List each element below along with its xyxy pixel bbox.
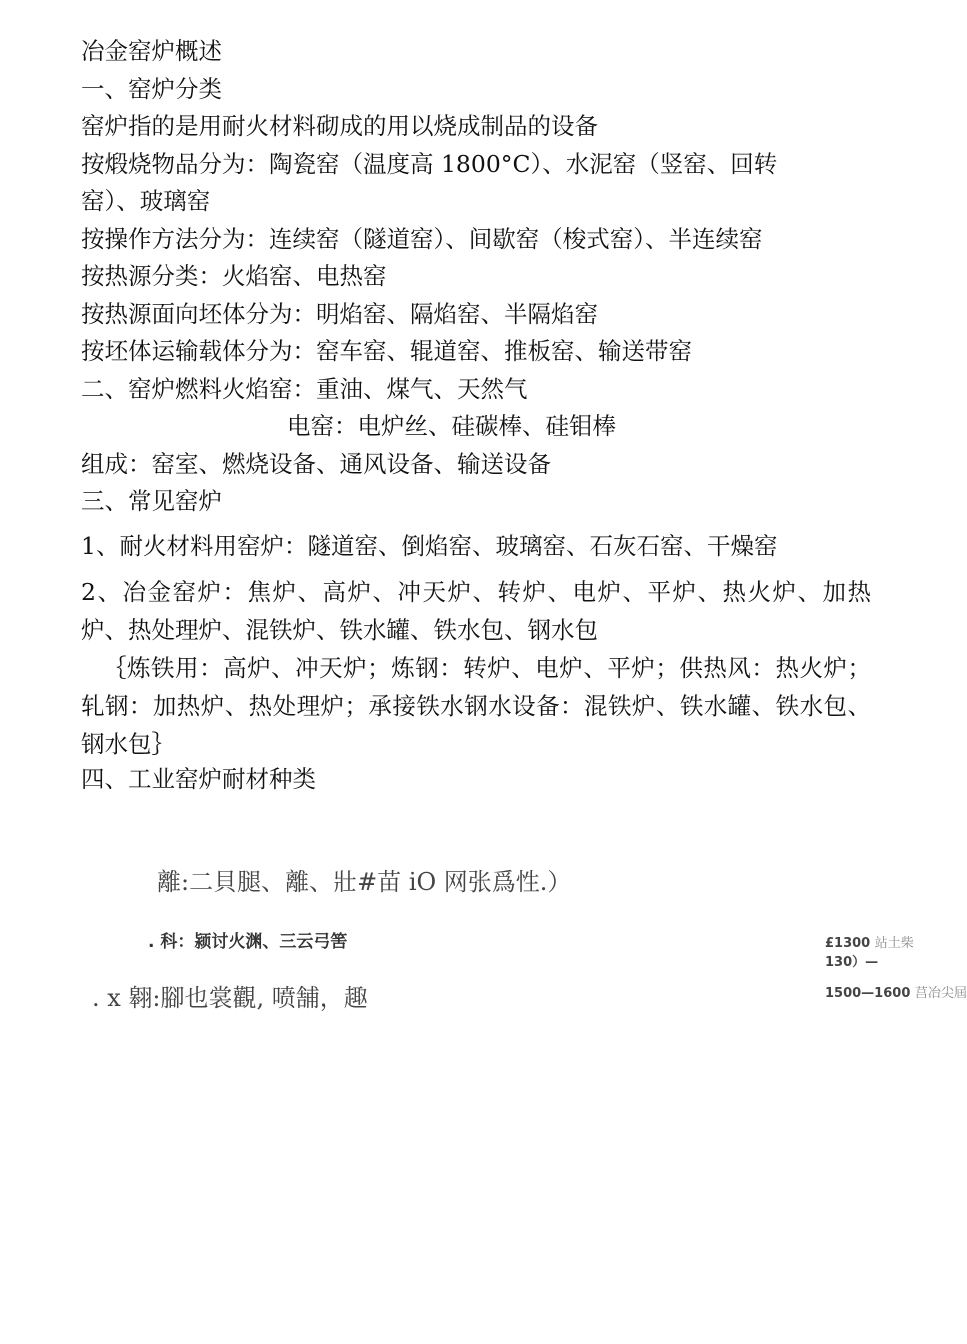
side-fragment-1-text: 站土柴 (874, 936, 914, 951)
classification-by-carrier: 按坯体运输载体分为：窑车窑、辊道窑、推板窑、输送带窑 (81, 337, 692, 365)
classification-by-heat-source: 按热源分类：火焰窑、电热窑 (81, 262, 387, 290)
side-fragment-3-number: 1500—1600 (825, 986, 911, 1001)
side-fragment-2: 130）— (825, 955, 879, 970)
ocr-fragment-b: . 科：颍讨火渊、三云弓筈 (148, 932, 348, 952)
doc-title: 冶金窑炉概述 (81, 37, 222, 65)
kiln-definition: 窑炉指的是用耐火材料砌成的用以烧成制品的设备 (81, 112, 598, 140)
section-3-heading: 三、常见窑炉 (81, 487, 222, 515)
section-4-heading: 四、工业窑炉耐材种类 (81, 765, 316, 793)
side-fragment-1-number: £1300 (825, 936, 871, 951)
section-1-heading: 一、窑炉分类 (81, 75, 222, 103)
side-fragment-1 (825, 932, 914, 951)
kiln-composition: 组成：窑室、燃烧设备、通风设备、输送设备 (81, 450, 551, 478)
common-kiln-item-2-detail: ｛炼铁用：高炉、冲天炉；炼钢：转炉、电炉、平炉；供热风：热火炉；轧钢：加热炉、热处理炉；承接铁水钢水设备：混铁炉、铁水罐、铁水包、钢水包｝ (81, 654, 871, 758)
classification-by-operation: 按操作方法分为：连续窑（隧道窑）、间歇窑（梭式窑）、半连续窑 (81, 225, 763, 253)
ocr-fragment-c: . x 翱:腳也裳觀, 喷舗，趣 (92, 984, 368, 1012)
side-fragment-3-text: 莒冶尖屆 (914, 986, 967, 1001)
common-kiln-item-1: 1、耐火材料用窑炉：隧道窑、倒焰窑、玻璃窑、石灰石窑、干燥窑 (81, 532, 778, 560)
classification-by-heat-facing: 按热源面向坯体分为：明焰窑、隔焰窑、半隔焰窑 (81, 300, 598, 328)
section-2-fuel-flame: 二、窑炉燃料火焰窑：重油、煤气、天然气 (81, 375, 528, 403)
ocr-fragment-a: 離:二貝腿、離、壯#苗 iO 网张爲性.） (157, 868, 572, 896)
classification-by-firing-line2: 窑）、玻璃窑 (81, 187, 211, 215)
classification-by-firing-line1: 按煅烧物品分为：陶瓷窑（温度高 1800°C）、水泥窑（竖窑、回转 (81, 150, 778, 178)
common-kiln-item-2: 2、冶金窑炉：焦炉、高炉、冲天炉、转炉、电炉、平炉、热火炉、加热炉、热处理炉、混铁炉、铁水罐、铁水包、钢水包 (81, 578, 871, 644)
side-fragment-3 (825, 982, 967, 1001)
section-2-fuel-electric: 电窑：电炉丝、硅碳棒、硅钼棒 (287, 412, 616, 440)
